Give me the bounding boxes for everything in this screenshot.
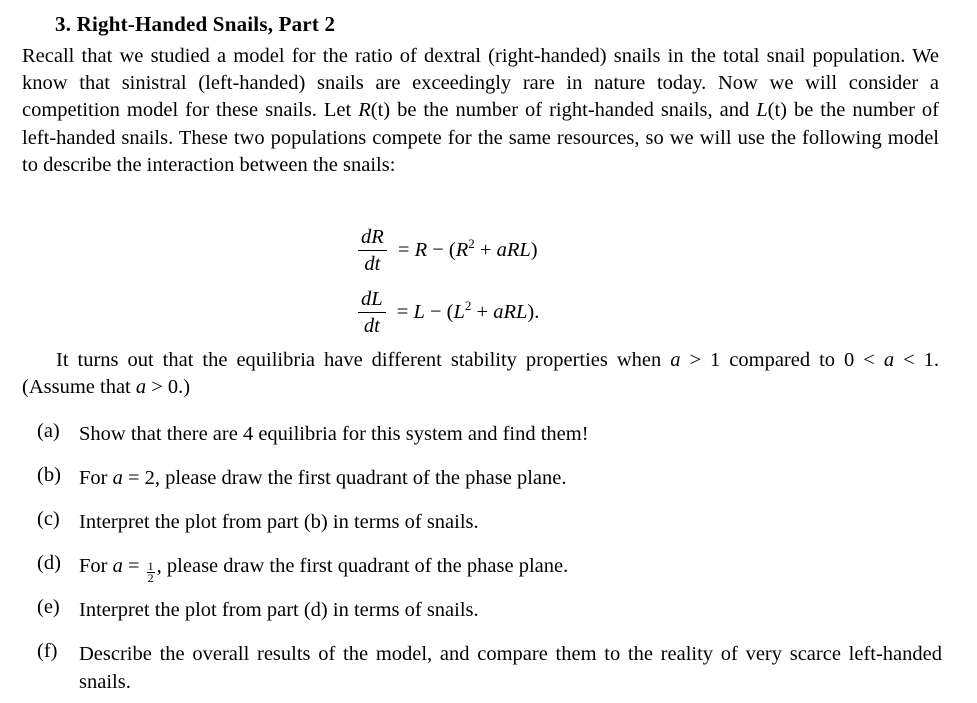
stability-var-a: a: [670, 349, 681, 371]
part-text: Interpret the plot from part (d) in terms of snails.: [79, 599, 479, 621]
stability-text: > 1 compared to 0 <: [680, 349, 884, 371]
eq-close: ).: [527, 301, 540, 323]
part-text: [79, 552, 942, 584]
eq-close: ): [530, 239, 538, 261]
fraction-numerator: 1: [147, 559, 154, 573]
eq-equals: =: [391, 301, 414, 323]
eq-var: L: [413, 301, 425, 323]
equation-rhs: [392, 236, 538, 262]
fraction-numerator: dR: [358, 225, 387, 251]
eq-equals: =: [392, 239, 415, 261]
eq-term: aRL: [493, 301, 528, 323]
part-text-pre: For: [79, 467, 113, 489]
fraction-dr-dt: [358, 225, 387, 276]
fraction-denominator: dt: [363, 315, 380, 337]
stability-var-a: a: [883, 349, 895, 371]
eq-plus: +: [474, 239, 497, 261]
part-label: (f): [37, 640, 58, 662]
part-label: (b): [37, 464, 61, 486]
question-part-d: [37, 552, 942, 584]
part-label: (a): [37, 420, 60, 442]
intro-text-1: Recall that we studied a model for the ratio of dextral (right-handed) snails in the total snail population. We know that sinistral (left-handed) snails are exceedingly rare in nature today. Now we will consider a competition model for these snails. Let: [22, 45, 939, 122]
part-text-post: = 2, please draw the first quadrant of the phase plane.: [122, 467, 567, 489]
stability-text: > 0.): [146, 376, 191, 399]
question-part-a: [37, 420, 942, 448]
problem-title: 3. Right-Handed Snails, Part 2: [55, 12, 336, 36]
stability-text: < 1. (Assume that: [22, 349, 939, 399]
question-part-e: [37, 596, 942, 624]
part-text-pre: For: [79, 555, 113, 577]
eq-exponent: 2: [464, 298, 472, 313]
eq-exponent: 2: [468, 236, 475, 251]
part-text: Interpret the plot from part (b) in terms of snails.: [79, 511, 479, 533]
part-text: Describe the overall results of the model, and compare them to the reality of very scarce left-handed snails.: [79, 643, 942, 693]
equation-dl-dt: [358, 287, 539, 338]
intro-paragraph: [22, 43, 939, 179]
fraction-denominator: 2: [147, 571, 154, 585]
eq-plus: +: [471, 301, 494, 323]
eq-term: aRL: [496, 239, 531, 261]
eq-var: R: [414, 239, 428, 261]
part-label: (c): [37, 508, 60, 530]
intro-text-3: be the number of left-handed snails. These two populations compete for the same resources, so we will use the following model to describe the interaction between the snails:: [22, 99, 939, 176]
part-text: Show that there are 4 equilibria for this system and find them!: [79, 423, 589, 445]
part-text: [79, 464, 942, 492]
stability-text: It turns out that the equilibria have different stability properties when: [56, 349, 671, 371]
eq-minus: − (: [424, 301, 454, 323]
fraction-denominator: dt: [364, 253, 381, 275]
part-label: (e): [37, 596, 60, 618]
stability-paragraph: [22, 347, 939, 401]
eq-sq-var: L: [453, 301, 465, 323]
eq-minus: − (: [427, 239, 456, 261]
fraction-dl-dt: [358, 287, 386, 338]
equation-dr-dt: [358, 225, 538, 276]
intro-var-l-arg: (t): [767, 99, 787, 122]
question-part-c: [37, 508, 942, 536]
question-part-f: [37, 640, 942, 696]
intro-text-2: be the number of right-handed snails, and: [390, 99, 757, 122]
eq-sq-var: R: [455, 239, 469, 261]
intro-var-r-arg: (t): [370, 99, 391, 122]
intro-var-l: L: [756, 99, 768, 122]
part-var-a: a: [112, 555, 123, 577]
part-text-post: , please draw the first quadrant of the phase plane.: [156, 555, 569, 577]
question-part-b: [37, 464, 942, 492]
equation-rhs: [391, 298, 540, 324]
intro-var-r: R: [358, 99, 371, 122]
fraction-numerator: dL: [358, 287, 386, 313]
part-equals: =: [122, 555, 145, 577]
fraction-one-half: [147, 561, 155, 584]
part-var-a: a: [112, 467, 123, 489]
stability-var-a: a: [135, 376, 147, 399]
part-label: (d): [37, 552, 61, 574]
